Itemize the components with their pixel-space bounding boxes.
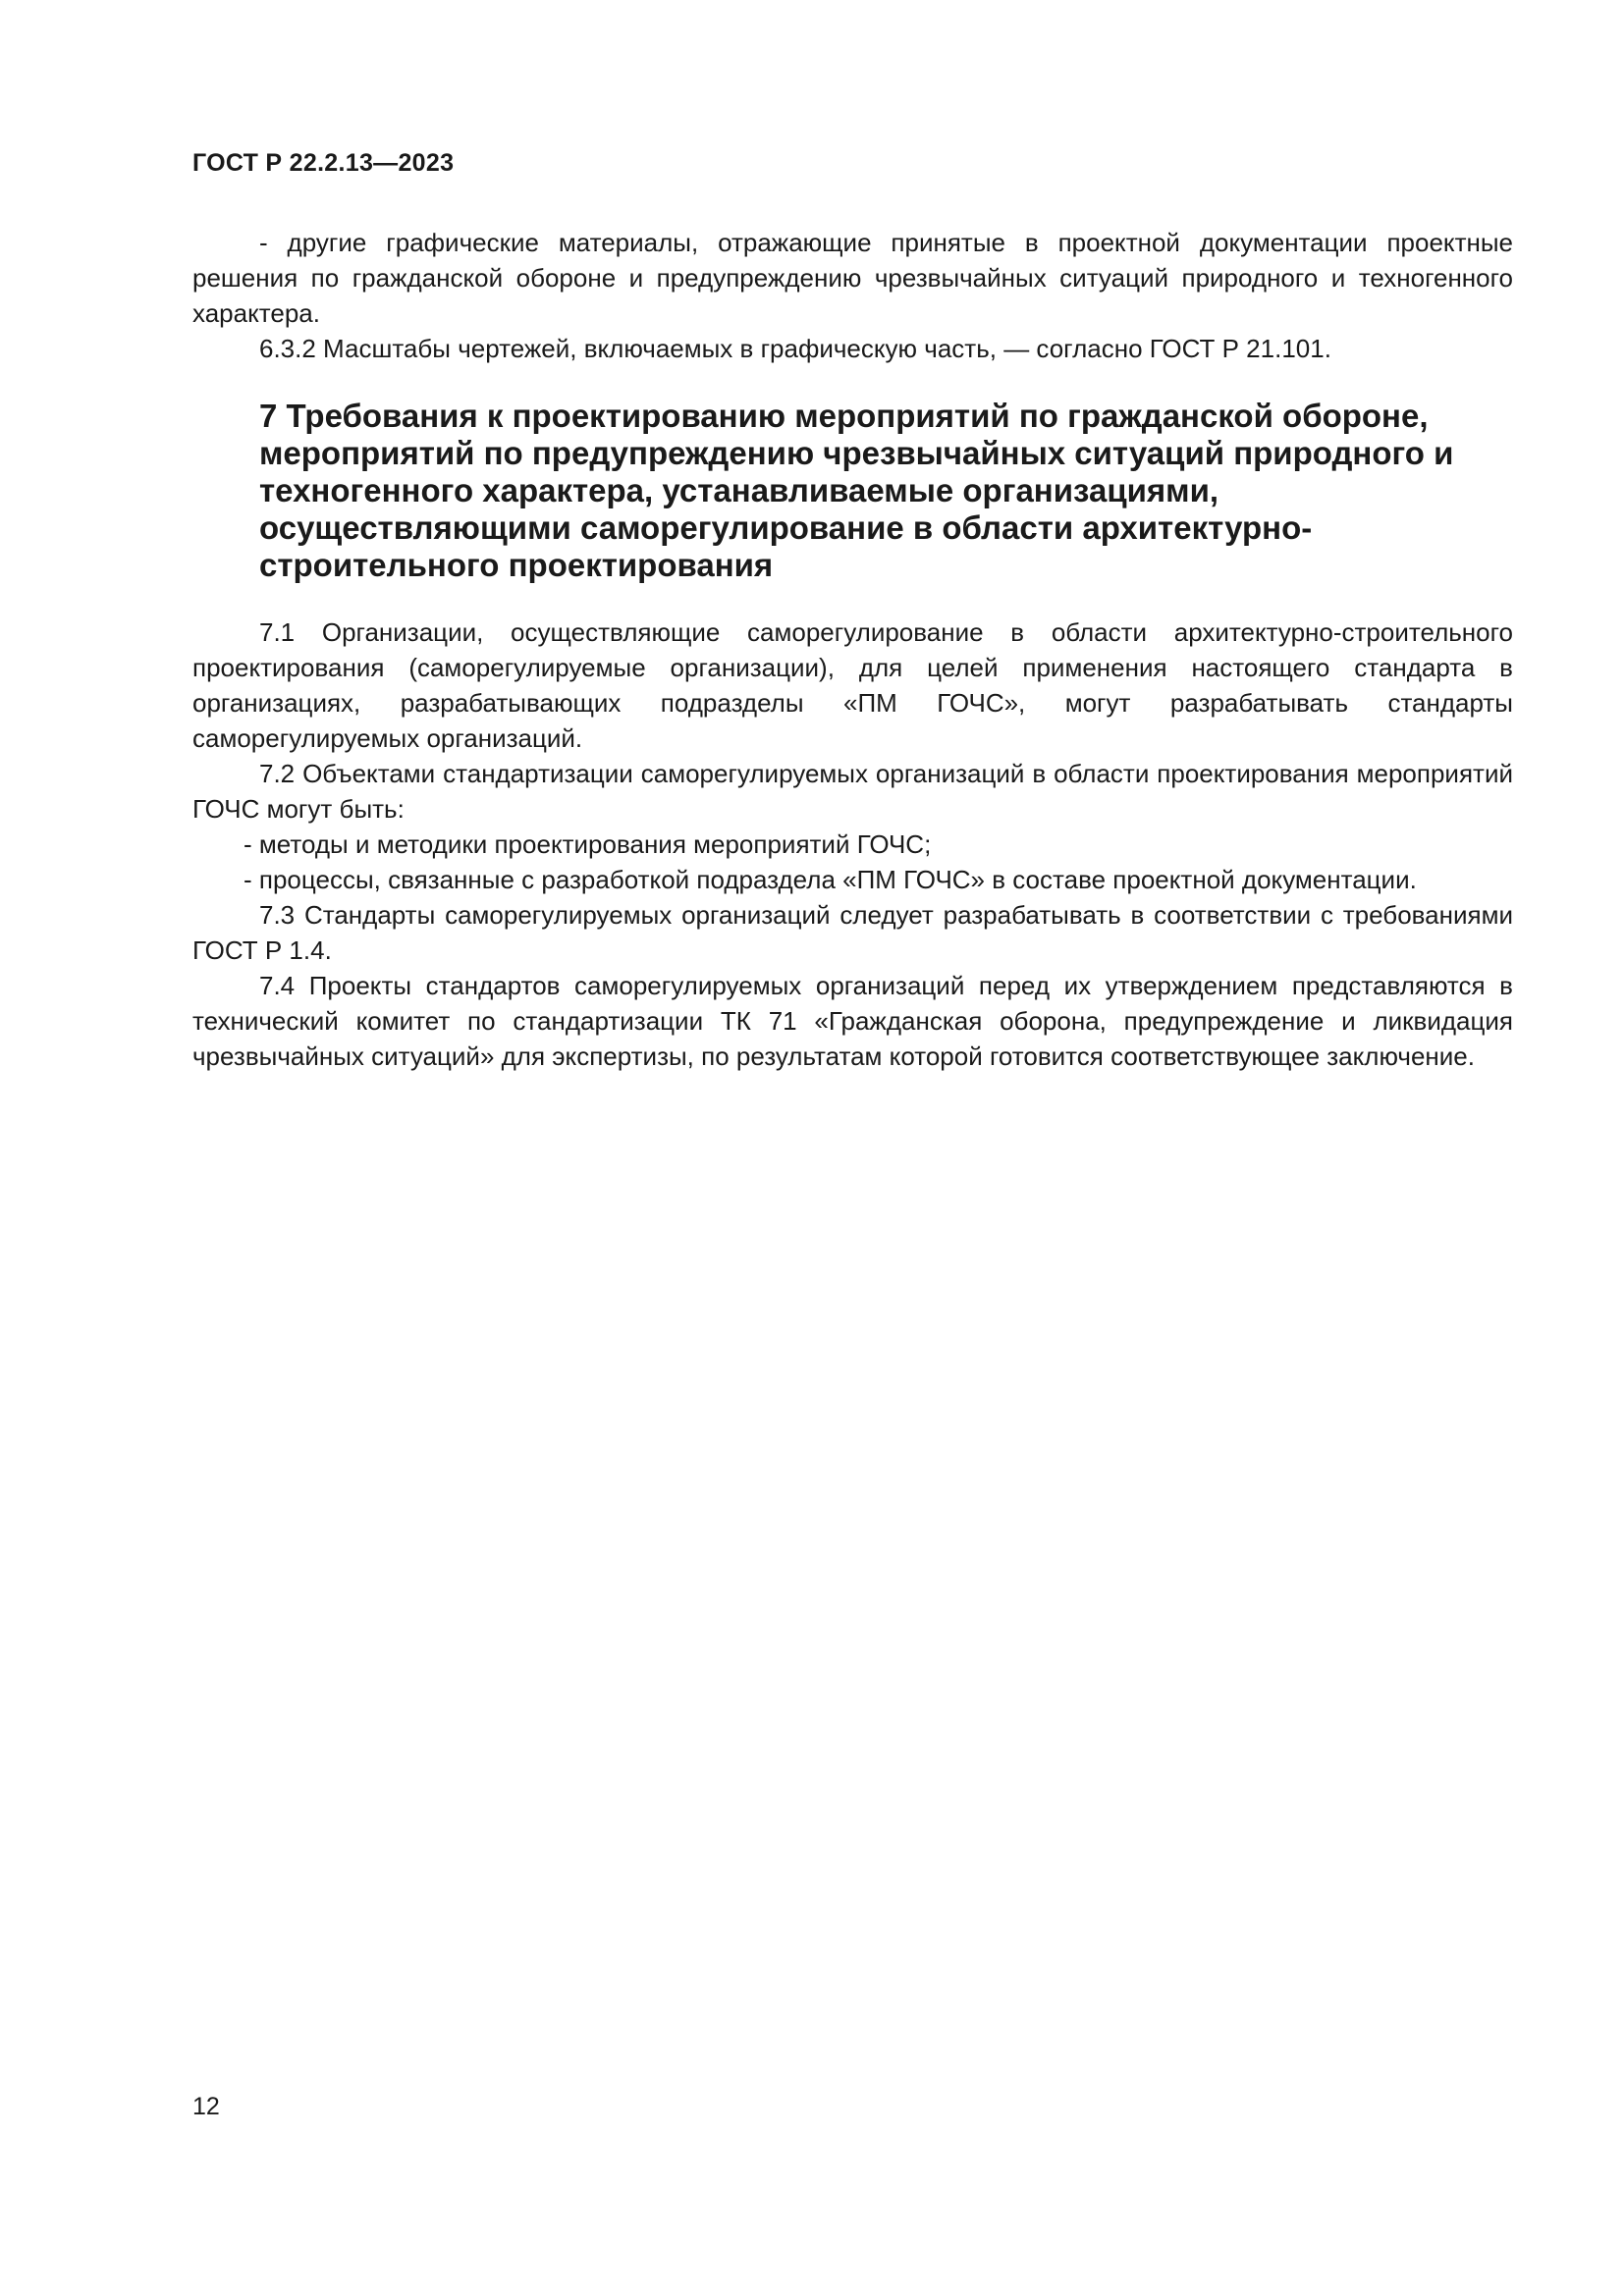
list-item-methods: - методы и методики проектирования мероприятий ГОЧС; [244,829,932,859]
paragraph-7-4: 7.4 Проекты стандартов саморегулируемых организаций перед их утверждением представляются в технический комитет по стандартизации ТК 71 «Гражданская оборона, предупреждение и ликвидация чрезвычайных ситуаций» для экспертизы, по результатам которой готовится соответствующее заключение. [192,971,1513,1071]
document-code-header: ГОСТ Р 22.2.13—2023 [192,149,455,177]
paragraph-6-3-2: 6.3.2 Масштабы чертежей, включаемых в графическую часть, — согласно ГОСТ Р 21.101. [259,334,1331,363]
paragraph-7-1: 7.1 Организации, осуществляющие саморегулирование в области архитектурно-строительного проектирования (саморегулируемые организации), для целей применения настоящего стандарта в организациях, разрабатывающих подразделы «ПМ ГОЧС», могут разрабатывать стандарты саморегулируемых организаций. [192,617,1513,753]
paragraph-7-3: 7.3 Стандарты саморегулируемых организаций следует разрабатывать в соответствии с требованиями ГОСТ Р 1.4. [192,900,1513,965]
graphic-materials-list-item: - другие графические материалы, отражающие принятые в проектной документации проектные решения по гражданской обороне и предупреждению чрезвычайных ситуаций природного и техногенного характера. [192,228,1513,328]
list-item-processes: - процессы, связанные с разработкой подраздела «ПМ ГОЧС» в составе проектной документации. [244,865,1417,894]
page-number: 12 [192,2093,220,2120]
section-7-body [192,614,1513,1074]
section-7-heading: 7 Требования к проектированию мероприятий по гражданской обороне, мероприятий по предупреждению чрезвычайных ситуаций природного и техногенного характера, устанавливаемые организациями, осуществляющими саморегулирование в области архитектурно-строительного проектирования [259,398,1454,583]
paragraph-7-2: 7.2 Объектами стандартизации саморегулируемых организаций в области проектирования мероприятий ГОЧС могут быть: [192,759,1513,824]
intro-text-block [192,225,1513,366]
